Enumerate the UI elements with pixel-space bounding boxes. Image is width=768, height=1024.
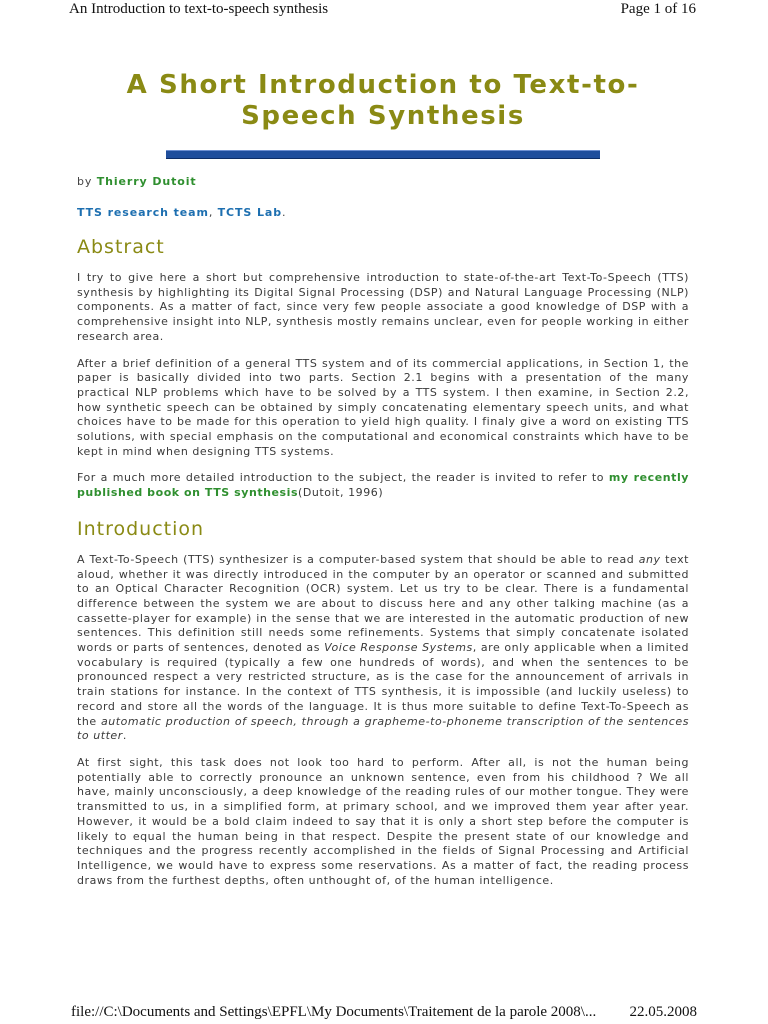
intro-text-end: .: [122, 729, 127, 743]
team-separator: ,: [208, 206, 218, 219]
book-citation: (Dutoit, 1996): [298, 486, 384, 500]
intro-text-b: text aloud, whether it was directly introduced in the computer by an operator or scanned and submitted to an Optical Character Recognition (OCR) system. Let us try to be clear. There is a fundamental difference between the system we are about to discuss here and any other talking machine (as a cassette-player for example) in the sense that we are interested in the automatic production of new sentences. This definition still needs some refinements. Systems that simply concatenate isolated words or parts of sentences, denoted as: [77, 552, 689, 655]
header-doc-title: An Introduction to text-to-speech synthesis: [69, 1, 329, 17]
abstract-paragraph-2: After a brief definition of a general TTS system and of its commercial applications, in Section 1, the paper is basically divided into two parts. Section 2.1 begins with a presentation of the many practical NLP problems which have to be solved by a TTS system. I then examine, in Section 2.2, how synthetic speech can be obtained by simply concatenating elementary speech units, and what choices have to be made for this operation to yield high quality. I finaly give a word on existing TTS solutions, with special emphasis on the computational and economical constraints which have to be kept in mind when designing TTS systems.: [77, 356, 689, 458]
by-prefix: by: [77, 175, 97, 188]
document-body: [77, 70, 689, 888]
book-link[interactable]: my recently published book on TTS synthesis: [77, 471, 689, 500]
intro-emphasis-definition: automatic production of speech, through a grapheme-to-phoneme transcription of the sentences to utter: [77, 714, 690, 743]
introduction-paragraph-1: [77, 553, 689, 744]
intro-text-a: A Text-To-Speech (TTS) synthesizer is a computer-based system that should be able to read: [77, 552, 639, 566]
abstract-p3-text: For a much more detailed introduction to the subject, the reader is invited to refer to: [77, 471, 609, 485]
print-header: [0, 0, 768, 20]
abstract-paragraph-1: I try to give here a short but comprehensive introduction to state-of-the-art Text-To-Speech (TTS) synthesis by highlighting its Digital Signal Processing (DSP) and Natural Language Processing (NLP) components. As a matter of fact, since very few people associate a good knowledge of DSP with a comprehensive insight into NLP, synthesis mostly remains unclear, even for people working in either research area.: [77, 271, 689, 343]
footer-file-path: file://C:\Documents and Settings\EPFL\My Documents\Traitement de la parole 2008\...: [71, 1004, 597, 1020]
team-end: .: [281, 206, 287, 219]
introduction-paragraph-2: At first sight, this task does not look too hard to perform. After all, is not the human being potentially able to correctly pronounce an unknown sentence, even from his childhood ? We all have, mainly unconsciously, a deep knowledge of the reading rules of our mother tongue. They were transmitted to us, in a simplified form, at primary school, and we improved them year after year. However, it would be a bold claim indeed to say that it is only a short step before the computer is likely to equal the human being in that respect. Despite the present state of our knowledge and techniques and the progress recently accomplished in the fields of Signal Processing and Artificial Intelligence, we would have to express some reservations. As a matter of fact, the reading process draws from the furthest depths, often unthought of, of the human intelligence.: [77, 755, 689, 887]
author-link[interactable]: Thierry Dutoit: [96, 175, 197, 188]
page-title: A Short Introduction to Text-to-Speech Synthesis: [126, 70, 640, 131]
intro-text-c: , are only applicable when a limited vocabulary is required (typically a few one hundreds of words), and when the sentences to be pronounced respect a very restricted structure, as is the case for the announcement of arrivals in train stations for instance. In the context of TTS synthesis, it is impossible (and luckily useless) to record and store all the words of the language. It is thus more suitable to define Text-To-Speech as the: [77, 641, 689, 728]
print-footer: [0, 1002, 768, 1024]
team-link[interactable]: TTS research team: [77, 206, 209, 219]
footer-date: 22.05.2008: [629, 1004, 697, 1020]
header-page-number: Page 1 of 16: [620, 1, 696, 17]
abstract-heading: Abstract: [77, 236, 165, 258]
affiliation: [77, 206, 689, 219]
byline: [77, 175, 689, 188]
intro-emphasis-any: any: [638, 552, 661, 566]
abstract-paragraph-3: [77, 471, 689, 500]
intro-emphasis-vrs: Voice Response Systems: [324, 641, 473, 655]
title-divider: [166, 150, 600, 159]
introduction-heading: Introduction: [77, 517, 205, 540]
lab-link[interactable]: TCTS Lab: [217, 206, 282, 219]
